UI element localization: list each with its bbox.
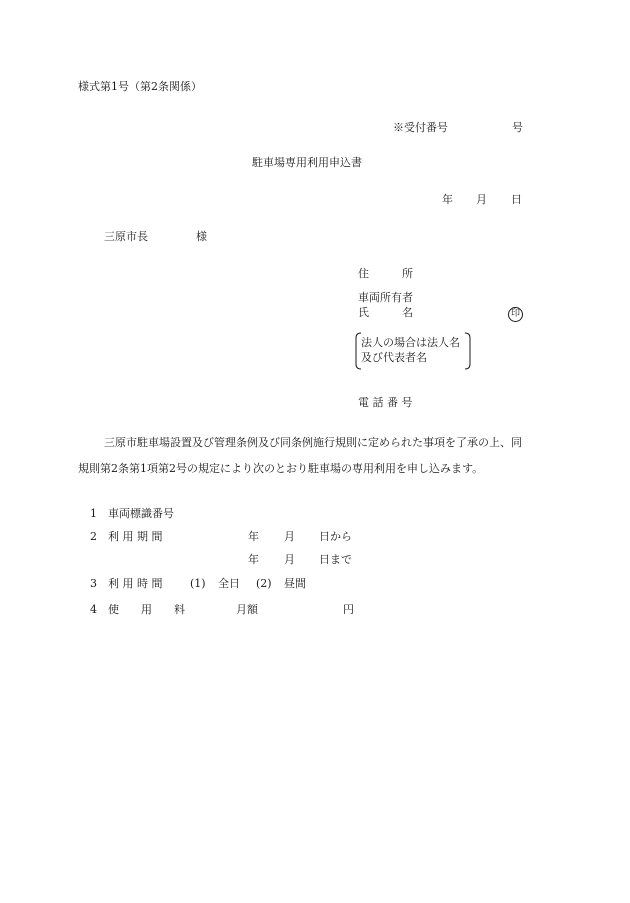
- item-1-number: 1: [90, 507, 97, 520]
- item-2-label: 利 用 期 間: [108, 530, 163, 543]
- period-to-year: 年: [248, 553, 259, 566]
- addressee-honorific: 様: [196, 230, 207, 243]
- date-day: 日: [511, 193, 522, 206]
- period-from-year: 年: [248, 530, 259, 543]
- period-to-month: 月: [284, 553, 295, 566]
- corporation-note-line2: 及び代表者名: [361, 351, 427, 364]
- addressee-name: 三原市長: [104, 230, 148, 243]
- item-3-label: 利 用 時 間: [108, 577, 163, 590]
- receipt-number-suffix: 号: [512, 121, 523, 134]
- date-year: 年: [442, 193, 453, 206]
- document-title: 駐車場専用利用申込書: [252, 156, 362, 169]
- item-1-label: 車両標識番号: [108, 507, 174, 520]
- item-2-number: 2: [90, 530, 97, 543]
- period-to-day: 日まで: [319, 553, 352, 566]
- body-line-2: 規則第2条第1項第2号の規定により次のとおり駐車場の専用利用を申し込みます。: [78, 462, 484, 475]
- phone-label: 電 話 番 号: [358, 396, 413, 409]
- name-label: 氏 名: [358, 306, 413, 319]
- seal-icon: 印: [508, 307, 523, 322]
- period-from-day: 日から: [319, 530, 352, 543]
- time-option-1-number: (1): [190, 577, 206, 590]
- date-month: 月: [476, 193, 487, 206]
- receipt-number-label: ※受付番号: [393, 121, 448, 134]
- item-4-label: 使 用 料: [108, 603, 185, 616]
- time-option-2-number: (2): [256, 577, 272, 590]
- address-label: 住 所: [358, 267, 413, 280]
- form-id: 様式第1号（第2条関係）: [78, 80, 202, 93]
- corporation-note-line1: 法人の場合は法人名: [361, 336, 460, 349]
- body-line-1: 三原市駐車場設置及び管理条例及び同条例施行規則に定められた事項を了承の上、同: [104, 436, 522, 449]
- fee-unit: 円: [343, 603, 354, 616]
- seal-mark: [508, 306, 523, 322]
- item-3-number: 3: [90, 577, 97, 590]
- item-4-number: 4: [90, 603, 97, 616]
- time-option-1-label: 全日: [218, 577, 240, 590]
- time-option-2-label: 昼間: [284, 577, 306, 590]
- fee-monthly-label: 月額: [236, 603, 258, 616]
- period-from-month: 月: [284, 530, 295, 543]
- vehicle-owner-label: 車両所有者: [358, 291, 413, 304]
